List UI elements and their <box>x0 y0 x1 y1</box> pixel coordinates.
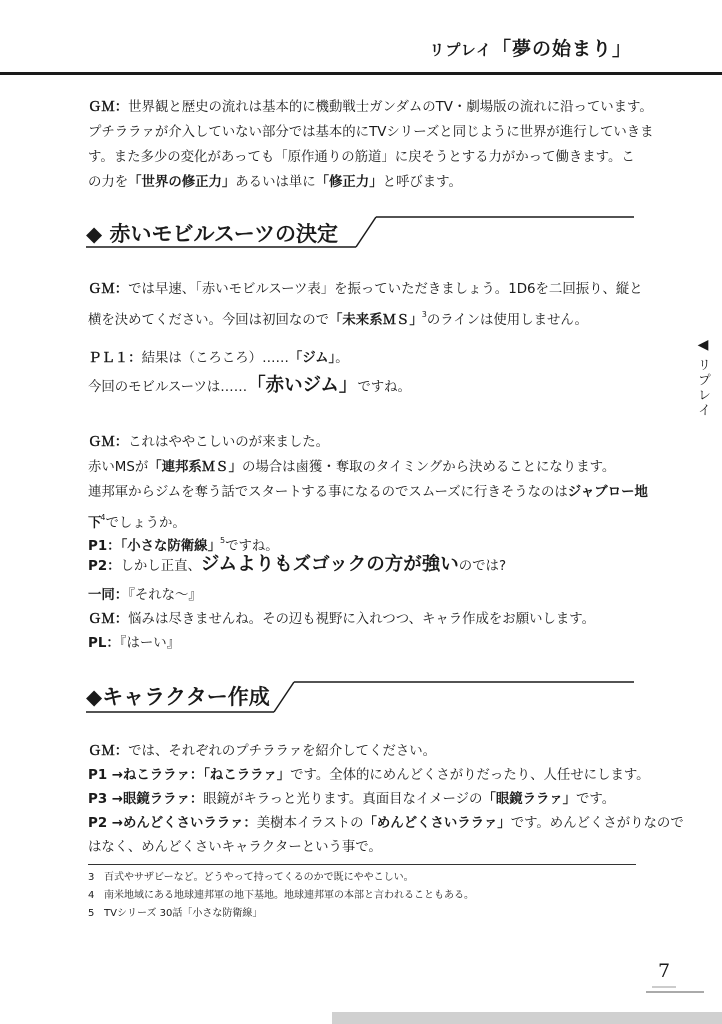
footnote-number: 3 <box>88 872 95 883</box>
page-number-decoration <box>646 982 706 996</box>
dialogue-line <box>88 430 636 455</box>
intro-line-4 <box>88 170 636 195</box>
intro-text: の力を <box>88 175 129 190</box>
footnote-ref: 4 <box>100 513 106 522</box>
dialogue-text: では、それぞれのプチララァを紹介してください。 <box>128 744 437 759</box>
dialogue-line <box>88 277 643 302</box>
intro-line-2: プチララァが介入していない部分では基本的にTVシリーズと同じように世界が進行していきま <box>88 125 654 140</box>
footnote-rule <box>88 864 636 865</box>
dialogue-line <box>88 455 636 480</box>
term-mendokusai-lalah: 「めんどくさいララァ」 <box>363 816 511 831</box>
dialogue-line <box>88 373 636 400</box>
footnote-text: 百式やサザビーなど。どうやって持ってくるのかで既にややこしい。 <box>104 872 414 883</box>
footnote-number: 5 <box>88 908 95 919</box>
dialogue-line <box>88 583 636 608</box>
dialogue-line <box>88 480 648 505</box>
header-title-main: 「夢の始まり」 <box>491 38 632 60</box>
term-jaburo: ジャブロー地 <box>567 485 648 500</box>
dialogue-text: 眼鏡がキラっと光ります。真面目なイメージの <box>203 792 483 807</box>
dialogue-line <box>88 763 650 788</box>
dialogue-line <box>88 302 636 333</box>
term-future-ms: 「未来系ＭＳ」 <box>329 313 423 328</box>
bottom-bar <box>332 1012 722 1024</box>
dialogue-text: 結果は（ころころ）…… <box>141 351 289 366</box>
dialogue-text: のラインは使用しません。 <box>426 313 588 328</box>
arrow-left-icon: ◀ <box>697 337 709 353</box>
speaker-gm: ＧＭ： <box>88 100 129 115</box>
dialogue-text: の場合は鹵獲・奪取のタイミングから決めることになります。 <box>241 460 616 475</box>
dialogue-text: 今回のモビルスーツは…… <box>88 380 248 395</box>
term-neko-lalah: 「ねこララァ」 <box>203 768 291 783</box>
intro-text: あるいは単に <box>235 175 316 190</box>
dialogue-line: はなく、めんどくさいキャラクターという事で。 <box>88 840 382 855</box>
dialogue-text: では早速、「赤いモビルスーツ表」を振っていただきましょう。1D6を二回振り、縦と <box>128 282 643 297</box>
term-federation-ms: 「連邦系ＭＳ」 <box>148 460 242 475</box>
emphasis-red-gm: 「赤いジム」 <box>247 375 358 396</box>
dialogue-text: のでは? <box>458 559 507 574</box>
side-index-tab <box>693 338 713 418</box>
term-megane-lalah: 「眼鏡ララァ」 <box>482 792 577 807</box>
speaker-p3: P3 →眼鏡ララァ： <box>88 792 204 807</box>
footnote-number: 4 <box>88 890 95 901</box>
intro-text: と呼びます。 <box>382 175 462 190</box>
footnote-text: 南米地域にある地球連邦軍の地下基地。地球連邦軍の本部と言われることもある。 <box>104 890 474 901</box>
dialogue-text: 横を決めてください。今回は初回なので <box>88 313 330 328</box>
speaker-gm: ＧＭ： <box>88 435 129 450</box>
speaker-gm: ＧＭ： <box>88 282 129 297</box>
dialogue-text: でしょうか。 <box>105 516 186 531</box>
footnote-ref: 3 <box>421 310 427 319</box>
dialogue-text: 連邦軍からジムを奪う話でスタートする事になるのでスムーズに行きそうなのは <box>88 485 568 500</box>
emphasis-zgok: ジムよりもズゴックの方が強い <box>200 554 459 575</box>
speaker-pl1: ＰＬ１： <box>88 351 142 366</box>
dialogue-text: 。 <box>335 351 349 366</box>
page-header-title <box>429 34 632 61</box>
term-correction-force: 「世界の修正力」 <box>128 175 236 190</box>
intro-text: 世界観と歴史の流れは基本的に機動戦士ガンダムのTV・劇場版の流れに沿っています。 <box>128 100 653 115</box>
term-small-defense-line: 「小さな防衛線」 <box>120 539 221 554</box>
speaker-p1: P1 →ねこララァ： <box>88 768 204 783</box>
footnote-ref: 5 <box>219 536 226 545</box>
term-gm: 「ジム」 <box>288 351 336 366</box>
footnote-text: TVシリーズ 30話「小さな防衛線」 <box>104 908 263 919</box>
dialogue-line <box>88 607 636 632</box>
dialogue-line <box>88 552 636 579</box>
dialogue-text: これはややこしいのが来ました。 <box>128 435 330 450</box>
dialogue-line <box>88 739 636 764</box>
footnote <box>88 907 262 921</box>
page-number: 7 <box>658 960 671 982</box>
dialogue-text: です。全体的にめんどくさがりだったり、人任せにします。 <box>290 768 650 783</box>
dialogue-text: 『それな～』 <box>128 588 202 603</box>
header-title-prefix: リプレイ <box>429 41 492 59</box>
speaker-all: 一同： <box>88 588 129 603</box>
dialogue-text: ですね。 <box>357 380 411 395</box>
speaker-p1: P1： <box>88 539 121 554</box>
dialogue-text: 悩みは尽きませんね。その辺も視野に入れつつ、キャラ作成をお願いします。 <box>128 612 595 627</box>
dialogue-text: です。 <box>576 792 616 807</box>
side-tab-label: リプレイ <box>695 358 710 418</box>
speaker-pl: PL： <box>88 636 120 651</box>
dialogue-line <box>88 346 636 371</box>
footnote <box>88 871 414 885</box>
dialogue-text: 『はーい』 <box>119 636 181 651</box>
speaker-gm: ＧＭ： <box>88 612 129 627</box>
term-jaburo: 下 <box>88 516 102 531</box>
term-correction: 「修正力」 <box>315 175 383 190</box>
header-rule <box>0 72 722 75</box>
dialogue-text: です。めんどくさがりなので <box>510 816 684 831</box>
speaker-p2: P2： <box>88 559 121 574</box>
intro-line-1 <box>88 95 653 120</box>
dialogue-line <box>88 811 684 836</box>
speaker-gm: ＧＭ： <box>88 744 129 759</box>
speaker-p2: P2 →めんどくさいララァ： <box>88 816 257 831</box>
dialogue-text: ですね。 <box>225 539 279 554</box>
dialogue-line <box>88 787 636 812</box>
section-title-red-ms: ◆ 赤いモビルスーツの決定 <box>86 222 338 246</box>
dialogue-text: 赤いMSが <box>88 460 149 475</box>
footnote <box>88 889 474 903</box>
dialogue-line <box>88 631 636 656</box>
section-title-character-creation: ◆キャラクター作成 <box>86 685 270 709</box>
intro-line-3: す。また多少の変化があっても「原作通りの筋道」に戻そうとする力がかって働きます。こ <box>88 150 635 165</box>
dialogue-text: しかし正直、 <box>120 559 201 574</box>
dialogue-text: 美樹本イラストの <box>256 816 364 831</box>
